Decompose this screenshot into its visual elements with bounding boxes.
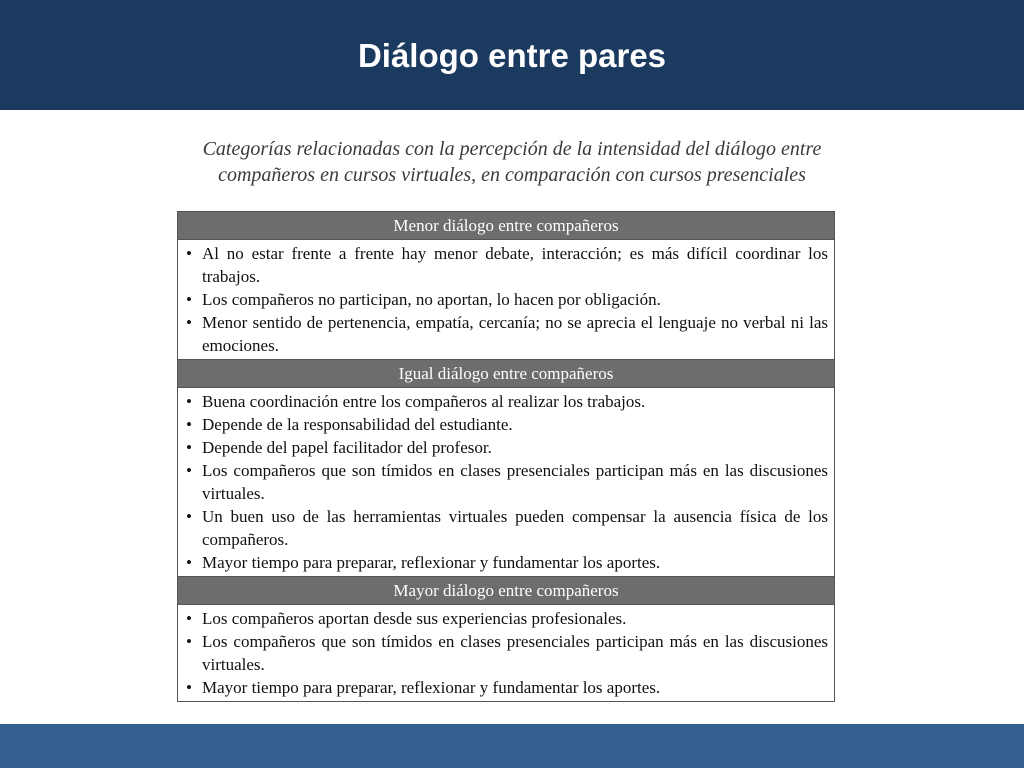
bullet-icon: • <box>186 553 192 572</box>
section-header-menor: Menor diálogo entre compañeros <box>178 212 834 239</box>
footer-band <box>0 724 1024 768</box>
list-item <box>184 390 828 413</box>
list-item-text: Los compañeros no participan, no aportan, lo hacen por obligación. <box>202 290 661 309</box>
categories-table <box>177 211 835 702</box>
list-item <box>184 288 828 311</box>
section-header-igual: Igual diálogo entre compañeros <box>178 360 834 387</box>
table-caption <box>100 136 924 188</box>
list-item <box>184 505 828 551</box>
bullet-icon: • <box>186 507 192 526</box>
bullet-icon: • <box>186 438 192 457</box>
list-item-text: Depende del papel facilitador del profesor. <box>202 438 492 457</box>
list-item-text: Los compañeros que son tímidos en clases presenciales participan más en las discusiones virtuales. <box>202 632 828 674</box>
list-item-text: Menor sentido de pertenencia, empatía, cercanía; no se aprecia el lenguaje no verbal ni las emociones. <box>202 313 828 355</box>
bullet-icon: • <box>186 392 192 411</box>
bullet-icon: • <box>186 244 192 263</box>
list-item <box>184 676 828 699</box>
list-item <box>184 607 828 630</box>
list-item-text: Al no estar frente a frente hay menor debate, interacción; es más difícil coordinar los trabajos. <box>202 244 828 286</box>
list-item <box>184 459 828 505</box>
bullet-icon: • <box>186 609 192 628</box>
list-item-text: Los compañeros aportan desde sus experiencias profesionales. <box>202 609 627 628</box>
list-item <box>184 311 828 357</box>
bullet-list <box>184 242 828 357</box>
list-item-text: Depende de la responsabilidad del estudiante. <box>202 415 513 434</box>
list-item-text: Mayor tiempo para preparar, reflexionar y fundamentar los aportes. <box>202 678 661 697</box>
caption-line-1: Categorías relacionadas con la percepción de la intensidad del diálogo entre <box>202 138 822 160</box>
section-body-mayor <box>178 604 834 701</box>
list-item-text: Mayor tiempo para preparar, reflexionar y fundamentar los aportes. <box>202 553 661 572</box>
bullet-icon: • <box>186 461 192 480</box>
slide-title: Diálogo entre pares <box>357 37 667 74</box>
list-item <box>184 242 828 288</box>
bullet-icon: • <box>186 290 192 309</box>
section-body-igual <box>178 387 834 577</box>
bullet-list <box>184 390 828 574</box>
list-item <box>184 551 828 574</box>
caption-line-2: compañeros en cursos virtuales, en comparación con cursos presenciales <box>218 164 806 186</box>
list-item-text: Un buen uso de las herramientas virtuales pueden compensar la ausencia física de los compañeros. <box>202 507 828 549</box>
list-item-text: Buena coordinación entre los compañeros al realizar los trabajos. <box>202 392 646 411</box>
list-item <box>184 436 828 459</box>
list-item-text: Los compañeros que son tímidos en clases presenciales participan más en las discusiones virtuales. <box>202 461 828 503</box>
bullet-list <box>184 607 828 699</box>
bullet-icon: • <box>186 313 192 332</box>
section-header-mayor: Mayor diálogo entre compañeros <box>178 577 834 604</box>
list-item <box>184 413 828 436</box>
bullet-icon: • <box>186 632 192 651</box>
list-item <box>184 630 828 676</box>
bullet-icon: • <box>186 415 192 434</box>
bullet-icon: • <box>186 678 192 697</box>
section-body-menor <box>178 239 834 360</box>
